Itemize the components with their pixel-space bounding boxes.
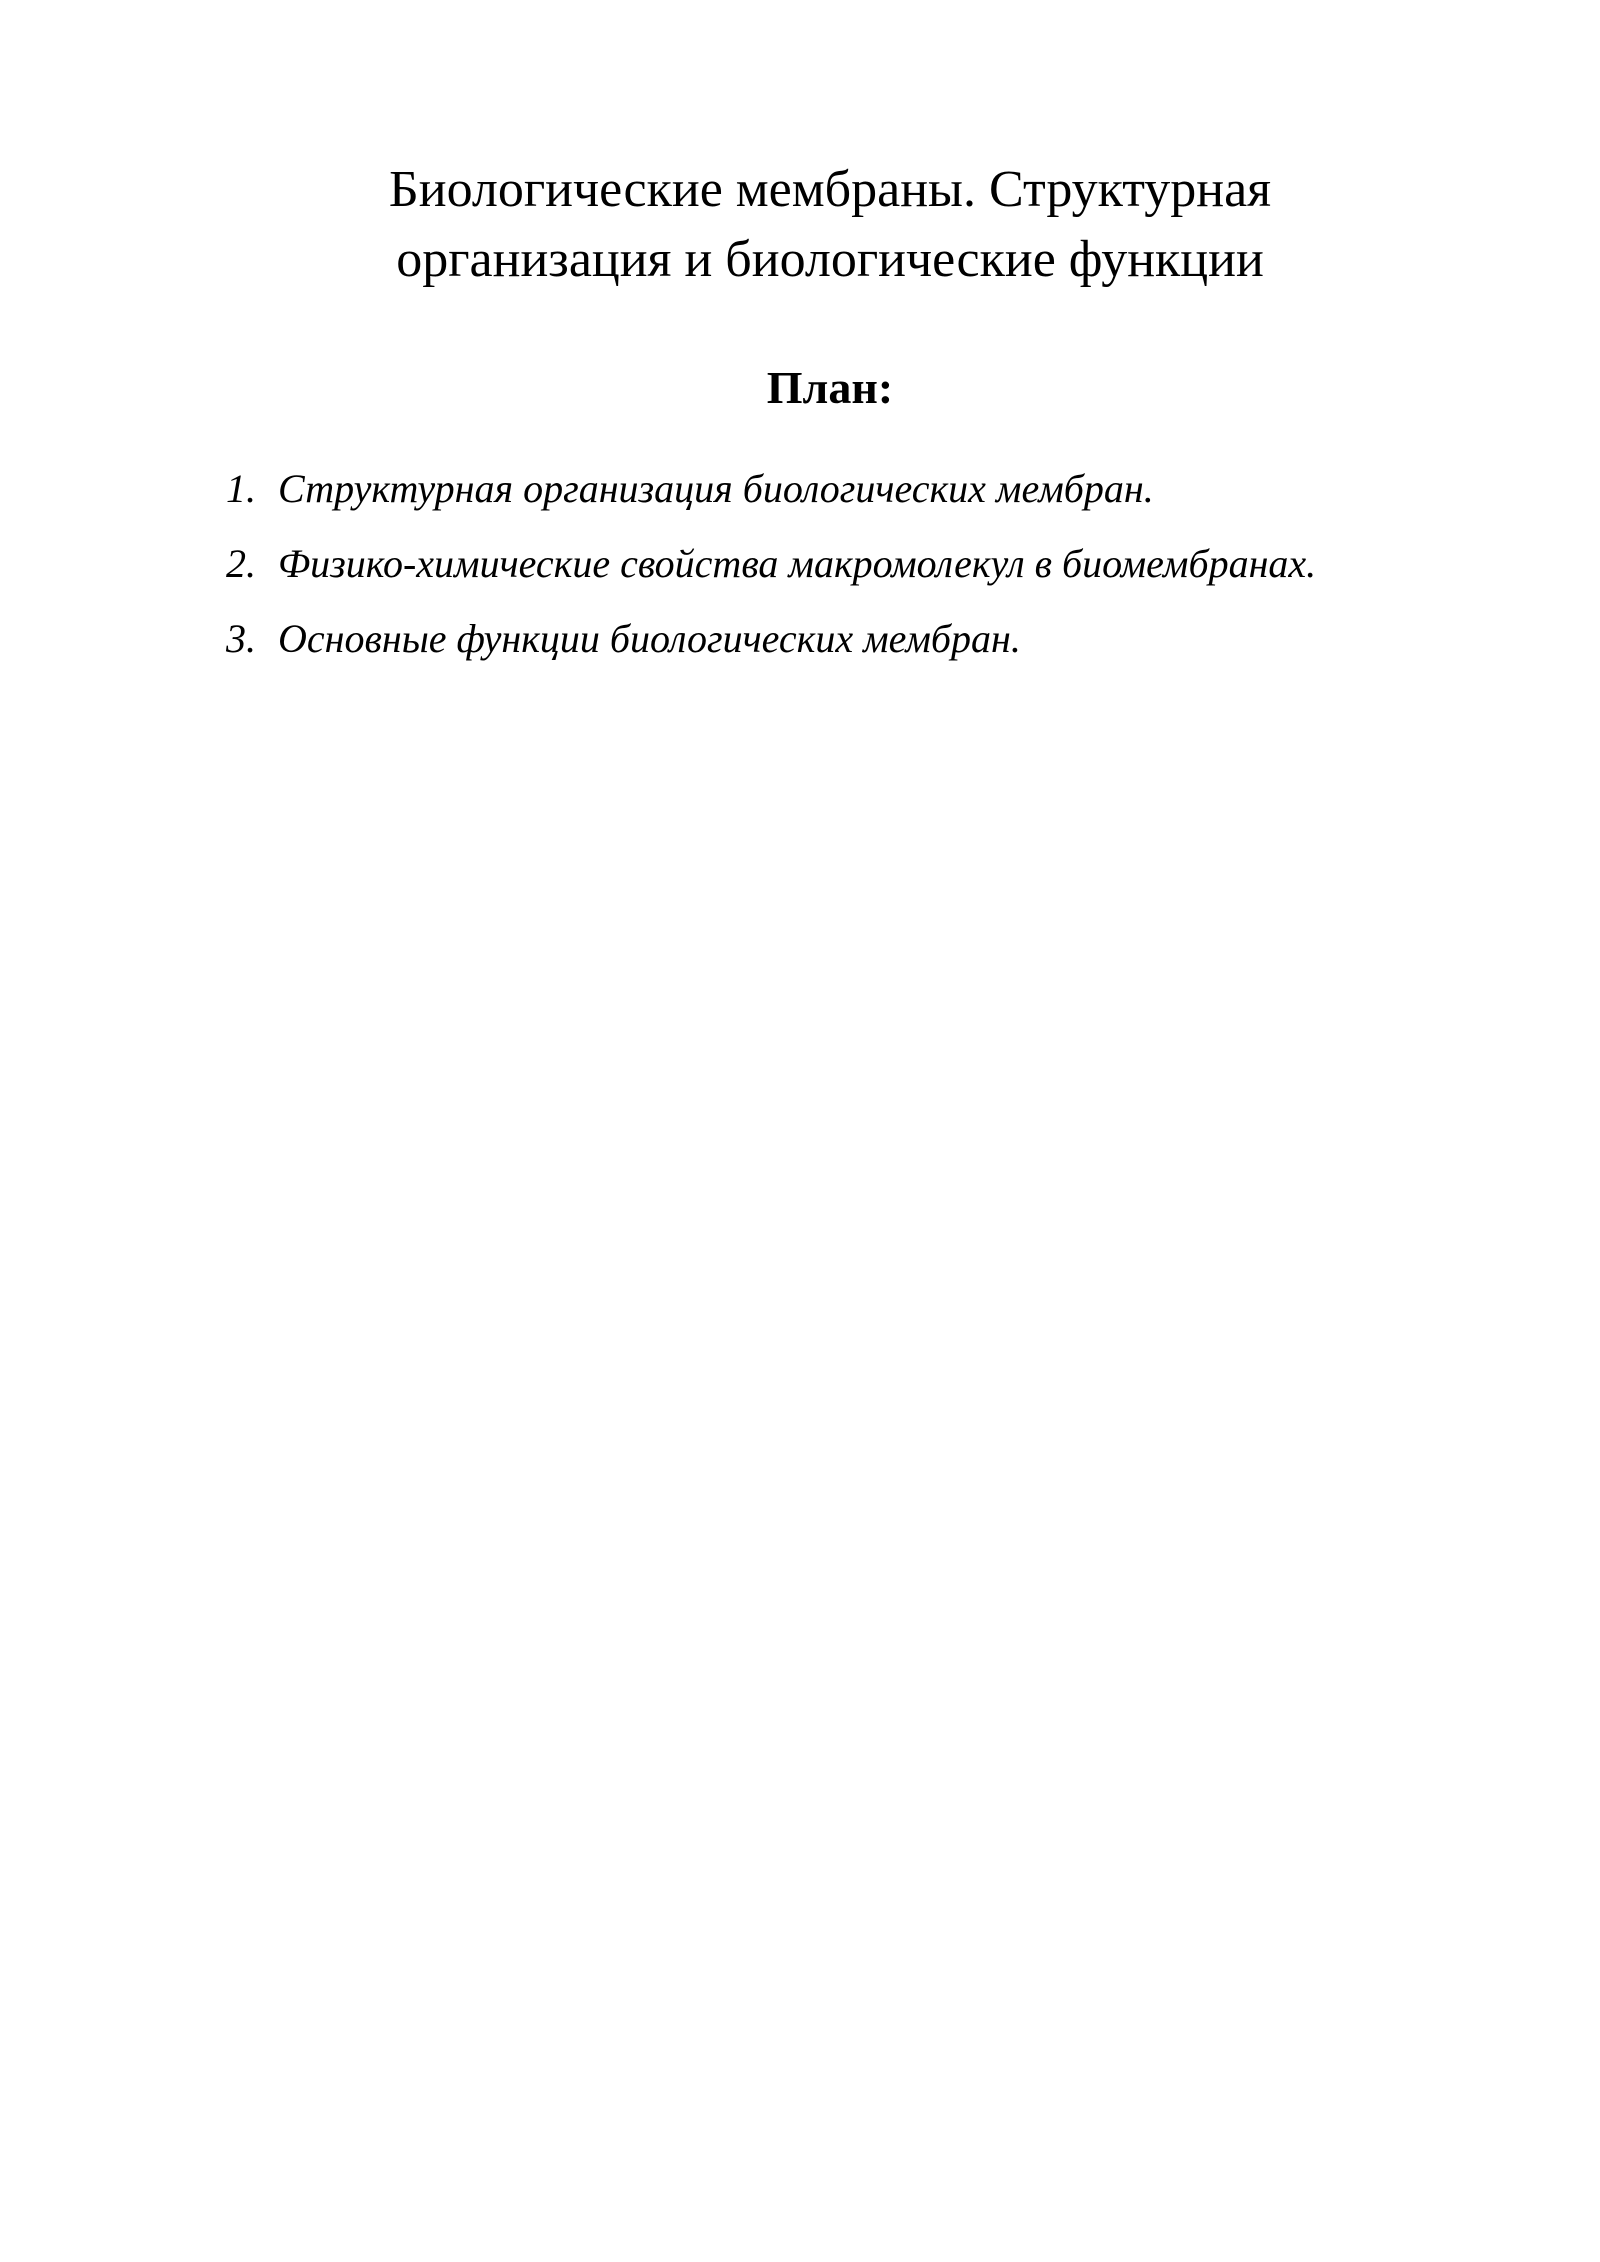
title-line-2: организация и биологические функции (396, 231, 1264, 288)
plan-item-number: 2. (226, 541, 256, 586)
plan-item-3 (226, 612, 1526, 666)
plan-item-1 (226, 462, 1526, 516)
plan-list (226, 462, 1526, 687)
plan-heading: План: (766, 362, 894, 413)
plan-item-text: Физико-химические свойства макромолекул в биомембранах. (278, 541, 1317, 586)
plan-item-2 (226, 537, 1526, 591)
plan-item-text: Структурная организация биологических мембран. (278, 466, 1154, 511)
title-line-1: Биологические мембраны. Структурная (388, 161, 1272, 218)
document-title (330, 155, 1330, 295)
plan-item-text: Основные функции биологических мембран. (278, 616, 1021, 661)
plan-item-number: 3. (226, 616, 256, 661)
plan-item-number: 1. (226, 466, 256, 511)
